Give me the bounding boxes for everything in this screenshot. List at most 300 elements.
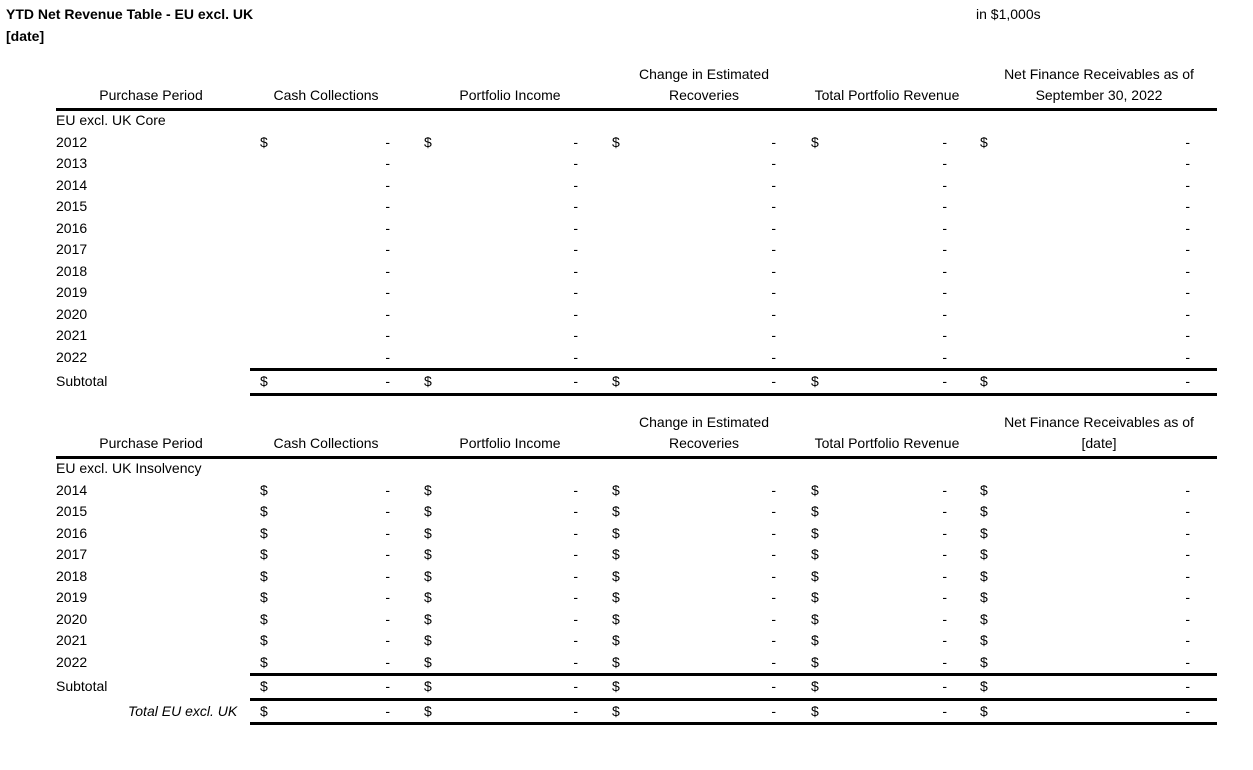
cell-value: - xyxy=(573,373,578,389)
currency-symbol: $ xyxy=(811,546,819,562)
value-cell xyxy=(811,566,947,588)
currency-symbol: $ xyxy=(612,610,620,627)
cell-value: - xyxy=(942,176,947,193)
cell-value: - xyxy=(1185,503,1190,519)
table-row xyxy=(56,501,1217,523)
table-row xyxy=(56,544,1217,566)
table-row-label: 2021 xyxy=(56,327,88,343)
cell-value: - xyxy=(942,524,947,541)
value-cell xyxy=(980,347,1190,369)
cell-value: - xyxy=(942,327,947,343)
value-cell xyxy=(424,371,578,393)
value-cell xyxy=(260,630,390,652)
cell-value: - xyxy=(385,702,390,719)
cell-value: - xyxy=(573,589,578,605)
cell-value: - xyxy=(385,198,390,214)
value-cell xyxy=(260,132,390,154)
value-cell xyxy=(424,676,578,698)
value-cell xyxy=(612,652,776,674)
value-cell xyxy=(424,175,578,197)
cell-value: - xyxy=(1185,155,1190,171)
value-cell xyxy=(612,676,776,698)
group-label-row xyxy=(56,110,1217,132)
column-header-line2: Purchase Period xyxy=(99,87,203,103)
cell-value: - xyxy=(1185,348,1190,365)
cell-value: - xyxy=(771,653,776,670)
value-cell xyxy=(612,587,776,609)
value-cell xyxy=(811,304,947,326)
cell-value: - xyxy=(942,610,947,627)
column-header xyxy=(604,412,804,454)
cell-value: - xyxy=(771,241,776,257)
table-row xyxy=(56,347,1217,369)
value-cell xyxy=(980,282,1190,304)
table-row-label: 2018 xyxy=(56,567,88,584)
column-header xyxy=(56,412,246,454)
table-row-label: 2016 xyxy=(56,524,88,541)
currency-symbol: $ xyxy=(612,546,620,562)
currency-symbol: $ xyxy=(424,632,432,648)
currency-symbol: $ xyxy=(424,702,432,719)
value-cell xyxy=(612,371,776,393)
value-cell xyxy=(260,175,390,197)
currency-symbol: $ xyxy=(612,632,620,648)
value-cell xyxy=(811,701,947,723)
cell-value: - xyxy=(942,262,947,279)
currency-symbol: $ xyxy=(424,546,432,562)
currency-symbol: $ xyxy=(612,503,620,519)
cell-value: - xyxy=(771,373,776,389)
currency-symbol: $ xyxy=(424,373,432,389)
cell-value: - xyxy=(771,219,776,236)
value-cell xyxy=(980,587,1190,609)
currency-symbol: $ xyxy=(811,589,819,605)
cell-value: - xyxy=(942,653,947,670)
value-cell xyxy=(811,523,947,545)
column-header-line1: Change in Estimated xyxy=(639,414,769,430)
currency-symbol: $ xyxy=(811,702,819,719)
cell-value: - xyxy=(385,284,390,300)
currency-symbol: $ xyxy=(612,702,620,719)
currency-symbol: $ xyxy=(424,678,432,694)
currency-symbol: $ xyxy=(260,702,268,719)
cell-value: - xyxy=(1185,198,1190,214)
cell-value: - xyxy=(385,241,390,257)
value-cell xyxy=(811,480,947,502)
table-row-label: 2015 xyxy=(56,198,88,214)
currency-symbol: $ xyxy=(424,567,432,584)
column-header-line2: September 30, 2022 xyxy=(1035,87,1163,103)
value-cell xyxy=(612,609,776,631)
total-row xyxy=(56,701,1217,723)
subtotal-row-label: Subtotal xyxy=(56,678,108,694)
currency-symbol: $ xyxy=(260,678,268,694)
currency-symbol: $ xyxy=(980,589,988,605)
value-cell xyxy=(980,239,1190,261)
currency-symbol: $ xyxy=(260,632,268,648)
table-row-label: 2013 xyxy=(56,155,88,171)
table-row-label: 2019 xyxy=(56,589,88,605)
subtotal-row-label: Subtotal xyxy=(56,373,108,389)
table-row xyxy=(56,153,1217,175)
table-row xyxy=(56,175,1217,197)
value-cell xyxy=(424,501,578,523)
cell-value: - xyxy=(573,305,578,322)
table-row-label: 2019 xyxy=(56,284,88,300)
cell-value: - xyxy=(385,678,390,694)
column-header xyxy=(426,412,594,454)
table-row-label: 2017 xyxy=(56,546,88,562)
cell-value: - xyxy=(771,632,776,648)
value-cell xyxy=(260,587,390,609)
value-cell xyxy=(980,196,1190,218)
cell-value: - xyxy=(942,632,947,648)
table-row xyxy=(56,132,1217,154)
value-cell xyxy=(260,501,390,523)
value-cell xyxy=(424,566,578,588)
report-date: [date] xyxy=(6,28,45,44)
cell-value: - xyxy=(942,198,947,214)
column-header-line2: Total Portfolio Revenue xyxy=(814,435,960,451)
value-cell xyxy=(260,480,390,502)
value-cell xyxy=(612,523,776,545)
cell-value: - xyxy=(1185,546,1190,562)
value-cell xyxy=(612,325,776,347)
cell-value: - xyxy=(942,373,947,389)
cell-value: - xyxy=(771,305,776,322)
currency-symbol: $ xyxy=(811,632,819,648)
currency-symbol: $ xyxy=(811,524,819,541)
cell-value: - xyxy=(771,610,776,627)
cell-value: - xyxy=(385,546,390,562)
cell-value: - xyxy=(573,155,578,171)
currency-symbol: $ xyxy=(811,653,819,670)
cell-value: - xyxy=(573,653,578,670)
value-cell xyxy=(980,544,1190,566)
currency-symbol: $ xyxy=(260,546,268,562)
value-cell xyxy=(980,371,1190,393)
value-cell xyxy=(260,196,390,218)
cell-value: - xyxy=(385,176,390,193)
currency-symbol: $ xyxy=(811,481,819,498)
cell-value: - xyxy=(1185,327,1190,343)
value-cell xyxy=(424,652,578,674)
cell-value: - xyxy=(1185,702,1190,719)
currency-symbol: $ xyxy=(980,567,988,584)
table-row-label: 2020 xyxy=(56,305,88,322)
table-row xyxy=(56,587,1217,609)
currency-symbol: $ xyxy=(980,653,988,670)
cell-value: - xyxy=(573,198,578,214)
cell-value: - xyxy=(1185,524,1190,541)
value-cell xyxy=(980,609,1190,631)
cell-value: - xyxy=(942,284,947,300)
currency-symbol: $ xyxy=(612,678,620,694)
total-row-label: Total EU excl. UK xyxy=(128,702,238,719)
value-cell xyxy=(811,261,947,283)
table-row-label: 2014 xyxy=(56,176,88,193)
value-cell xyxy=(811,132,947,154)
value-cell xyxy=(260,371,390,393)
cell-value: - xyxy=(1185,262,1190,279)
value-cell xyxy=(811,630,947,652)
column-header-line2: Portfolio Income xyxy=(459,435,561,451)
cell-value: - xyxy=(573,219,578,236)
currency-symbol: $ xyxy=(811,503,819,519)
currency-symbol: $ xyxy=(260,653,268,670)
cell-value: - xyxy=(942,702,947,719)
table-row xyxy=(56,239,1217,261)
column-header xyxy=(981,64,1217,106)
value-cell xyxy=(811,239,947,261)
value-cell xyxy=(260,261,390,283)
value-cell xyxy=(980,480,1190,502)
table-row xyxy=(56,218,1217,240)
value-cell xyxy=(424,218,578,240)
cell-value: - xyxy=(573,241,578,257)
cell-value: - xyxy=(385,589,390,605)
units-note: in $1,000s xyxy=(976,6,1041,22)
value-cell xyxy=(424,132,578,154)
currency-symbol: $ xyxy=(980,133,988,150)
value-cell xyxy=(424,630,578,652)
value-cell xyxy=(811,609,947,631)
value-cell xyxy=(612,196,776,218)
cell-value: - xyxy=(573,284,578,300)
cell-value: - xyxy=(1185,567,1190,584)
value-cell xyxy=(811,347,947,369)
cell-value: - xyxy=(385,503,390,519)
value-cell xyxy=(811,501,947,523)
table-row-label: 2022 xyxy=(56,348,88,365)
value-cell xyxy=(811,218,947,240)
value-cell xyxy=(980,153,1190,175)
value-cell xyxy=(612,347,776,369)
table-row-label: 2020 xyxy=(56,610,88,627)
column-header-line1 xyxy=(796,412,978,433)
value-cell xyxy=(260,282,390,304)
value-cell xyxy=(612,153,776,175)
cell-value: - xyxy=(942,305,947,322)
table-row-label: 2017 xyxy=(56,241,88,257)
currency-symbol: $ xyxy=(260,524,268,541)
group-label: EU excl. UK Insolvency xyxy=(56,460,202,476)
insolvency-revenue-table xyxy=(56,410,1217,725)
column-header-line2: Recoveries xyxy=(668,87,740,103)
cell-value: - xyxy=(573,632,578,648)
cell-value: - xyxy=(771,284,776,300)
cell-value: - xyxy=(942,503,947,519)
currency-symbol: $ xyxy=(612,133,620,150)
table-row xyxy=(56,609,1217,631)
cell-value: - xyxy=(1185,241,1190,257)
currency-symbol: $ xyxy=(980,632,988,648)
value-cell xyxy=(612,282,776,304)
value-cell xyxy=(980,566,1190,588)
value-cell xyxy=(260,652,390,674)
value-cell xyxy=(424,282,578,304)
currency-symbol: $ xyxy=(424,653,432,670)
cell-value: - xyxy=(573,133,578,150)
value-cell xyxy=(811,652,947,674)
currency-symbol: $ xyxy=(980,503,988,519)
cell-value: - xyxy=(771,678,776,694)
value-cell xyxy=(260,325,390,347)
value-cell xyxy=(980,701,1190,723)
table-row-label: 2021 xyxy=(56,632,88,648)
value-cell xyxy=(980,261,1190,283)
currency-symbol: $ xyxy=(612,481,620,498)
value-cell xyxy=(612,501,776,523)
currency-symbol: $ xyxy=(612,524,620,541)
column-header xyxy=(796,64,978,106)
value-cell xyxy=(980,175,1190,197)
column-header-line1 xyxy=(426,64,594,85)
value-cell xyxy=(612,630,776,652)
cell-value: - xyxy=(573,567,578,584)
cell-value: - xyxy=(942,589,947,605)
cell-value: - xyxy=(573,327,578,343)
value-cell xyxy=(612,175,776,197)
cell-value: - xyxy=(771,503,776,519)
cell-value: - xyxy=(1185,133,1190,150)
value-cell xyxy=(612,701,776,723)
value-cell xyxy=(980,676,1190,698)
table-row xyxy=(56,282,1217,304)
table-row-label: 2015 xyxy=(56,503,88,519)
cell-value: - xyxy=(771,524,776,541)
report-title: YTD Net Revenue Table - EU excl. UK xyxy=(6,6,254,22)
cell-value: - xyxy=(1185,305,1190,322)
cell-value: - xyxy=(771,546,776,562)
value-cell xyxy=(260,609,390,631)
column-header xyxy=(981,412,1217,454)
table-row xyxy=(56,652,1217,674)
value-cell xyxy=(424,701,578,723)
value-cell xyxy=(980,304,1190,326)
value-cell xyxy=(260,701,390,723)
cell-value: - xyxy=(771,589,776,605)
cell-value: - xyxy=(942,133,947,150)
value-cell xyxy=(424,544,578,566)
value-cell xyxy=(980,325,1190,347)
table-row xyxy=(56,261,1217,283)
value-cell xyxy=(260,566,390,588)
value-cell xyxy=(424,587,578,609)
group-label-row xyxy=(56,458,1217,480)
subtotal-row xyxy=(56,676,1217,698)
column-header-line1 xyxy=(56,412,246,433)
currency-symbol: $ xyxy=(424,481,432,498)
currency-symbol: $ xyxy=(980,702,988,719)
cell-value: - xyxy=(942,219,947,236)
cell-value: - xyxy=(573,262,578,279)
column-header-line2: Portfolio Income xyxy=(459,87,561,103)
currency-symbol: $ xyxy=(811,133,819,150)
column-header-line1 xyxy=(796,64,978,85)
currency-symbol: $ xyxy=(260,567,268,584)
column-header xyxy=(56,64,246,106)
value-cell xyxy=(612,304,776,326)
value-cell xyxy=(980,630,1190,652)
value-cell xyxy=(424,196,578,218)
cell-value: - xyxy=(1185,176,1190,193)
value-cell xyxy=(260,153,390,175)
currency-symbol: $ xyxy=(612,373,620,389)
value-cell xyxy=(811,282,947,304)
value-cell xyxy=(811,175,947,197)
cell-value: - xyxy=(771,327,776,343)
value-cell xyxy=(424,347,578,369)
value-cell xyxy=(811,153,947,175)
cell-value: - xyxy=(573,610,578,627)
value-cell xyxy=(424,480,578,502)
currency-symbol: $ xyxy=(980,546,988,562)
cell-value: - xyxy=(1185,481,1190,498)
value-cell xyxy=(424,325,578,347)
column-header-line1 xyxy=(56,64,246,85)
value-cell xyxy=(612,480,776,502)
cell-value: - xyxy=(942,481,947,498)
table-row xyxy=(56,196,1217,218)
column-header-line1 xyxy=(252,64,400,85)
value-cell xyxy=(811,544,947,566)
column-header-line1 xyxy=(252,412,400,433)
cell-value: - xyxy=(1185,678,1190,694)
currency-symbol: $ xyxy=(612,653,620,670)
currency-symbol: $ xyxy=(260,610,268,627)
cell-value: - xyxy=(771,481,776,498)
cell-value: - xyxy=(385,327,390,343)
column-header xyxy=(604,64,804,106)
currency-symbol: $ xyxy=(811,567,819,584)
cell-value: - xyxy=(385,348,390,365)
value-cell xyxy=(424,239,578,261)
cell-value: - xyxy=(1185,632,1190,648)
table-row-label: 2022 xyxy=(56,653,88,670)
cell-value: - xyxy=(771,155,776,171)
currency-symbol: $ xyxy=(612,567,620,584)
value-cell xyxy=(980,501,1190,523)
cell-value: - xyxy=(573,348,578,365)
table-row-label: 2018 xyxy=(56,262,88,279)
cell-value: - xyxy=(385,567,390,584)
subtotal-row xyxy=(56,371,1217,393)
table-row xyxy=(56,566,1217,588)
cell-value: - xyxy=(942,678,947,694)
table-row-label: 2016 xyxy=(56,219,88,236)
value-cell xyxy=(612,261,776,283)
value-cell xyxy=(424,261,578,283)
column-header-line2: Cash Collections xyxy=(273,87,379,103)
cell-value: - xyxy=(771,176,776,193)
cell-value: - xyxy=(573,702,578,719)
value-cell xyxy=(612,218,776,240)
cell-value: - xyxy=(385,632,390,648)
value-cell xyxy=(980,132,1190,154)
subtotal-bottom-rule xyxy=(250,393,1217,396)
table-row xyxy=(56,630,1217,652)
cell-value: - xyxy=(385,373,390,389)
cell-value: - xyxy=(573,481,578,498)
cell-value: - xyxy=(1185,589,1190,605)
value-cell xyxy=(260,304,390,326)
currency-symbol: $ xyxy=(260,503,268,519)
value-cell xyxy=(980,523,1190,545)
cell-value: - xyxy=(771,702,776,719)
value-cell xyxy=(612,544,776,566)
cell-value: - xyxy=(573,546,578,562)
